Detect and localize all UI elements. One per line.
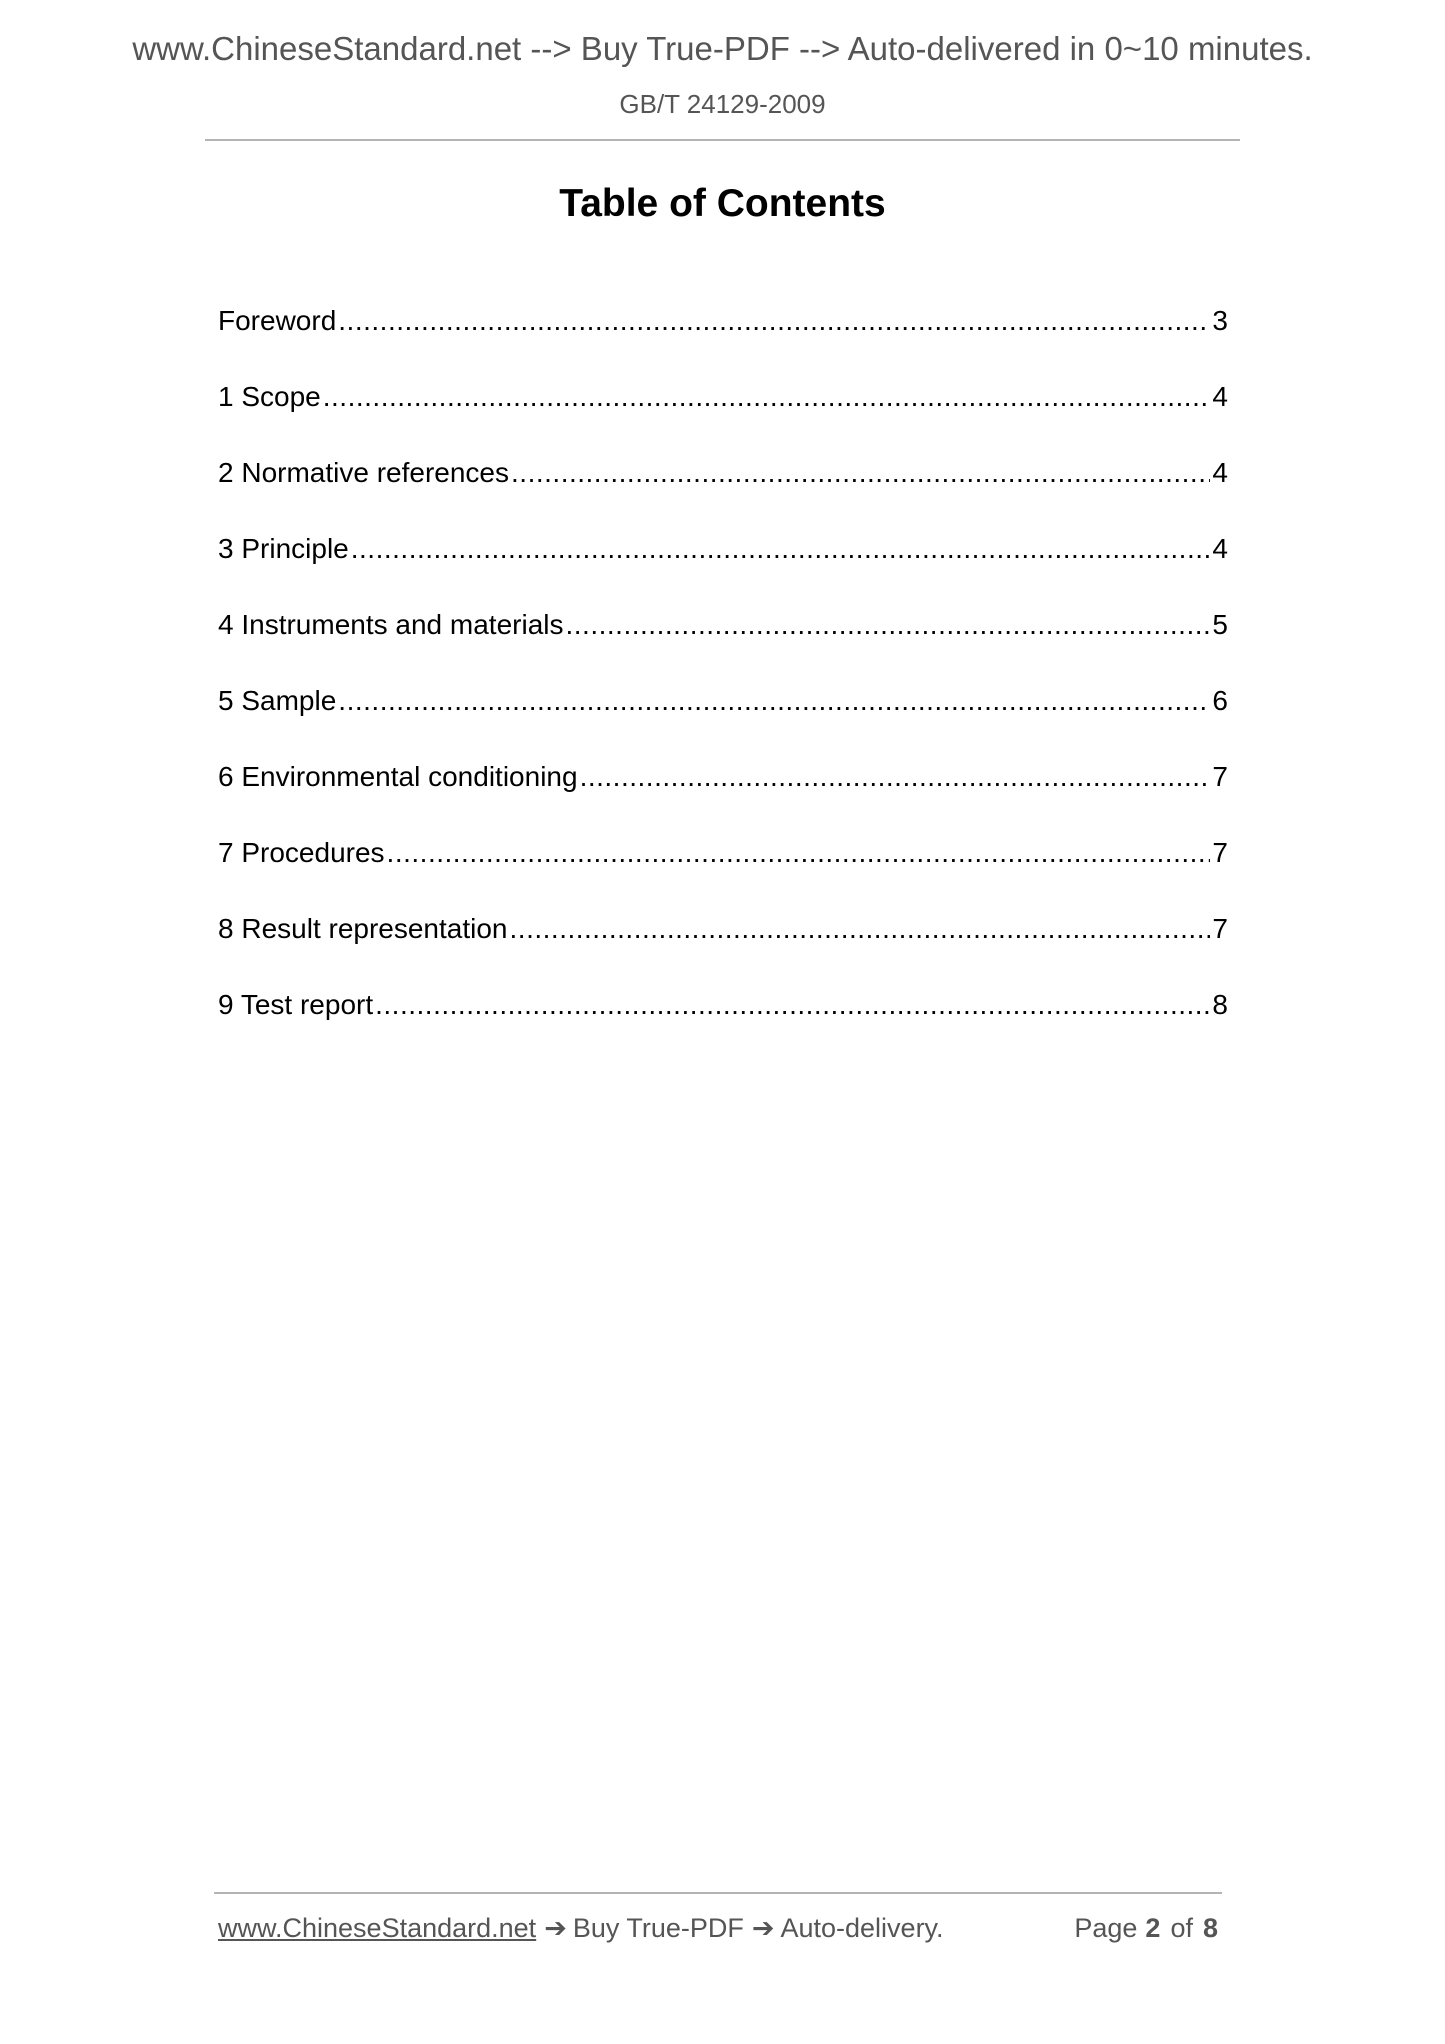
toc-dot-leader: [323, 380, 1211, 414]
footer-website-link[interactable]: www.ChineseStandard.net: [218, 1913, 537, 1943]
toc-entry-test-report[interactable]: [218, 988, 1228, 1064]
toc-entry-label: 5 Sample: [218, 685, 337, 716]
toc-page-number: 4: [1212, 381, 1228, 412]
standard-code: GB/T 24129-2009: [619, 89, 826, 119]
right-arrow-icon: ➔: [544, 1913, 567, 1943]
toc-entry-environmental-conditioning[interactable]: [218, 760, 1228, 836]
toc-entry-label: 1 Scope: [218, 381, 321, 412]
right-arrow-icon: ➔: [751, 1913, 775, 1943]
toc-dot-leader: [566, 608, 1211, 642]
footer-delivery-text: Auto-delivery.: [780, 1913, 944, 1943]
toc-page-number: 5: [1212, 609, 1228, 640]
header-divider: [205, 139, 1240, 141]
toc-dot-leader: [580, 760, 1211, 794]
footer-divider: [214, 1892, 1222, 1894]
toc-entry-sample[interactable]: [218, 684, 1228, 760]
page-current: 2: [1145, 1913, 1161, 1943]
toc-entry-result-representation[interactable]: [218, 912, 1228, 988]
toc-page-number: 4: [1212, 533, 1228, 564]
top-banner: www.ChineseStandard.net --> Buy True-PDF --> Auto-delivered in 0~10 minutes.: [132, 30, 1313, 67]
toc-entry-procedures[interactable]: [218, 836, 1228, 912]
toc-page-number: 3: [1212, 305, 1228, 336]
page-footer: [218, 1913, 1224, 1949]
toc-dot-leader: [375, 988, 1210, 1022]
toc-page-number: 4: [1212, 457, 1228, 488]
page-label: Page: [1074, 1913, 1138, 1943]
toc-entry-label: 6 Environmental conditioning: [218, 761, 578, 792]
toc-dot-leader: [511, 456, 1210, 490]
page-title: Table of Contents: [559, 182, 886, 225]
toc-entry-label: 9 Test report: [218, 989, 374, 1020]
toc-entry-principle[interactable]: [218, 532, 1228, 608]
toc-page-number: 8: [1212, 989, 1228, 1020]
toc-page-number: 7: [1212, 837, 1228, 868]
toc-entry-label: 2 Normative references: [218, 457, 510, 488]
toc-entry-label: 8 Result representation: [218, 913, 508, 944]
page-indicator: [1074, 1913, 1218, 1944]
toc-list: [218, 304, 1228, 1064]
toc-page-number: 7: [1212, 913, 1228, 944]
toc-entry-label: 7 Procedures: [218, 837, 385, 868]
toc-dot-leader: [387, 836, 1211, 870]
toc-dot-leader: [338, 304, 1210, 338]
footer-buy-text: Buy True-PDF: [572, 1913, 744, 1943]
toc-entry-label: 4 Instruments and materials: [218, 609, 564, 640]
toc-dot-leader: [351, 532, 1211, 566]
toc-entry-label: Foreword: [218, 305, 337, 336]
page-total: 8: [1202, 1913, 1218, 1943]
footer-left: [218, 1913, 944, 1944]
toc-page-number: 7: [1212, 761, 1228, 792]
page-of-label: of: [1170, 1913, 1193, 1943]
toc-entry-instruments-and-materials[interactable]: [218, 608, 1228, 684]
toc-dot-leader: [510, 912, 1211, 946]
toc-entry-label: 3 Principle: [218, 533, 349, 564]
toc-entry-foreword[interactable]: [218, 304, 1228, 380]
toc-page-number: 6: [1212, 685, 1228, 716]
toc-dot-leader: [338, 684, 1210, 718]
toc-entry-scope[interactable]: [218, 380, 1228, 456]
toc-entry-normative-references[interactable]: [218, 456, 1228, 532]
